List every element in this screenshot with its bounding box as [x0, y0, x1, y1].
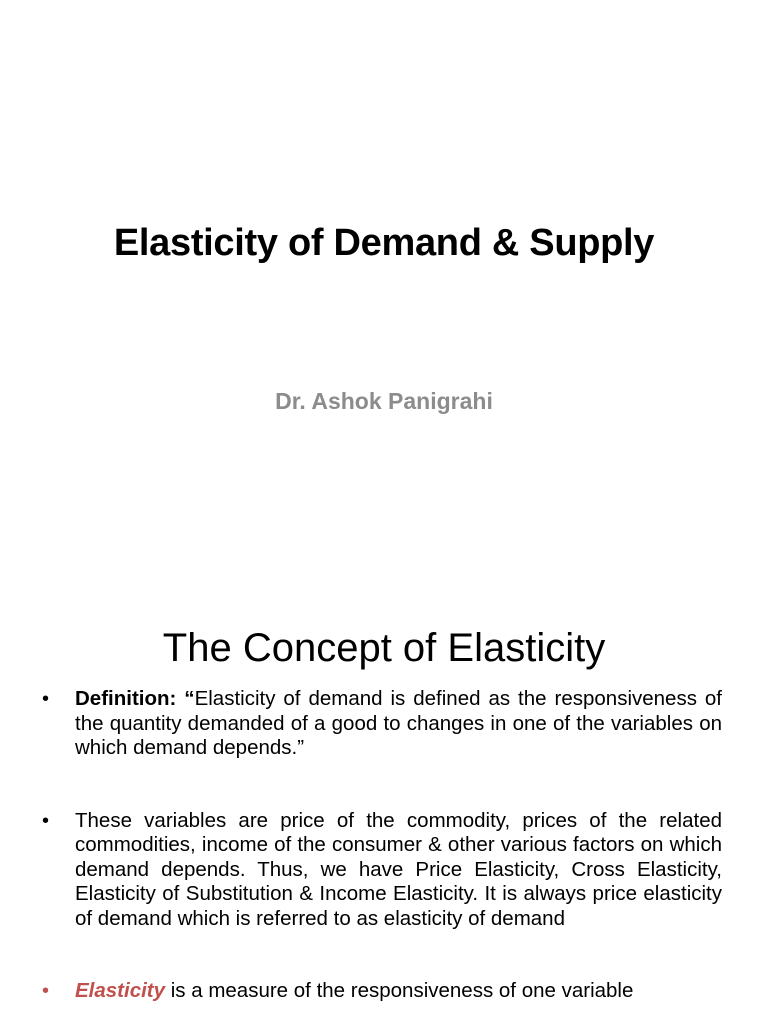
variables-text: These variables are price of the commodity, prices of the related commodities, income of the consumer & other various factors on which demand depends. Thus, we have Price Elasticity, Cross Elasticity, Elasticity of Substitution & Income Elasticity. It is always price elasticity of demand which is referred to as elasticity of demand [75, 808, 722, 930]
bullet-definition [40, 687, 722, 761]
author-name: Dr. Ashok Panigrahi [275, 388, 493, 414]
definition-label: Definition: [75, 687, 177, 710]
elasticity-term: Elasticity [75, 979, 166, 1002]
presentation-title: Elasticity of Demand & Supply [113, 222, 655, 264]
elasticity-text: is a measure of the responsiveness of one variable [165, 979, 634, 1002]
bullet-list [40, 687, 722, 1024]
bullet-elasticity-measure [40, 979, 722, 1004]
concept-slide [0, 576, 768, 1024]
bullet-icon: • [42, 688, 50, 710]
definition-quote-mark: “ [176, 687, 195, 710]
bullet-icon: • [42, 980, 50, 1002]
bullet-icon: • [42, 809, 50, 832]
bullet-variables [40, 809, 722, 932]
slide-title: The Concept of Elasticity [162, 626, 606, 670]
definition-text: Elasticity of demand is defined as the responsiveness of the quantity demanded of a good to changes in one of the variables on which demand depends.” [75, 687, 722, 759]
